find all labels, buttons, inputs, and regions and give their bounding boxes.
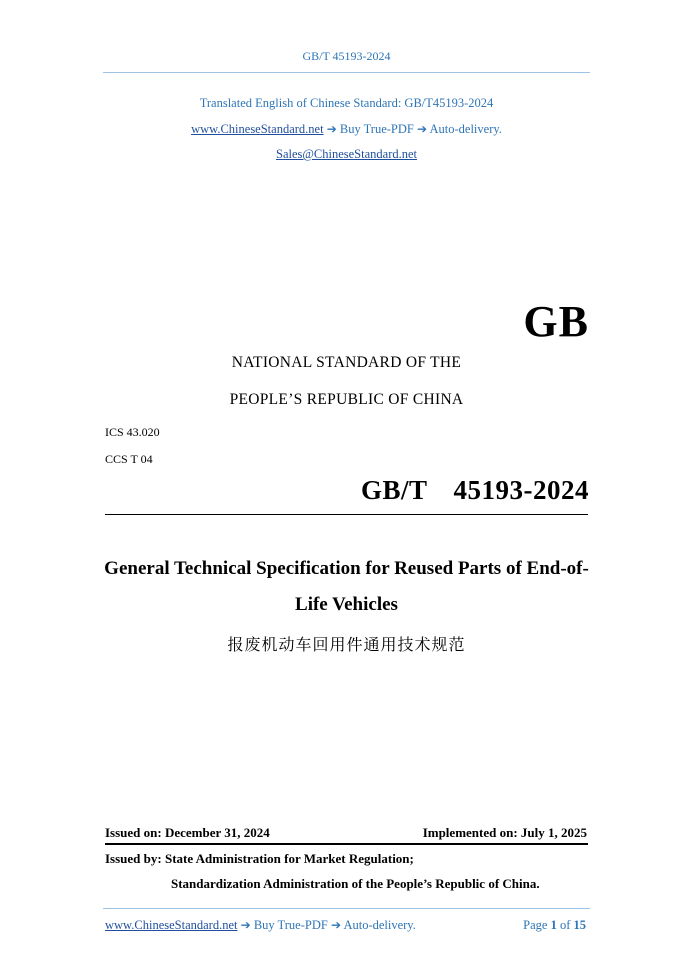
running-header: GB/T 45193-2024 <box>302 49 391 63</box>
header-divider <box>103 72 590 73</box>
footer-buy-pdf-text: Buy True-PDF <box>253 918 328 932</box>
footer-auto-delivery-text: Auto-delivery. <box>343 918 416 932</box>
email-line <box>0 147 693 162</box>
purchase-line <box>0 122 693 137</box>
page-label: Page <box>523 918 548 932</box>
arrow-right-icon: ➔ <box>417 122 428 136</box>
page-indicator <box>523 918 586 933</box>
issuer-line2: Standardization Administration of the People’s Republic of China. <box>171 876 540 891</box>
issuer-line1: Issued by: State Administration for Market Regulation; <box>105 851 414 866</box>
gb-logo: GB <box>523 297 589 346</box>
auto-delivery-text: Auto-delivery. <box>429 122 502 136</box>
ccs-code: CCS T 04 <box>105 452 153 466</box>
page-total: 15 <box>573 918 586 932</box>
arrow-right-icon: ➔ <box>326 122 337 136</box>
translation-notice: Translated English of Chinese Standard: GB/T45193-2024 <box>199 96 494 110</box>
footer-purchase-line <box>105 918 416 933</box>
footer-divider <box>103 908 590 909</box>
national-standard-line2: PEOPLE’S REPUBLIC OF CHINA <box>229 391 464 408</box>
dates-divider <box>105 843 588 845</box>
page-number: 1 <box>550 918 557 932</box>
standard-code <box>361 475 589 506</box>
title-line1: General Technical Specification for Reused Parts of End-of- <box>104 558 589 579</box>
footer-site-link[interactable]: www.ChineseStandard.net <box>105 918 238 932</box>
code-divider <box>105 514 588 515</box>
buy-pdf-text: Buy True-PDF <box>339 122 414 136</box>
chinese-title: 报废机动车回用件通用技术规范 <box>227 635 466 654</box>
ics-code: ICS 43.020 <box>105 425 160 439</box>
issued-on-date: Issued on: December 31, 2024 <box>105 825 270 840</box>
site-link[interactable]: www.ChineseStandard.net <box>191 122 324 136</box>
national-standard-line1: NATIONAL STANDARD OF THE <box>231 354 462 371</box>
title-line2: Life Vehicles <box>295 594 398 615</box>
standard-code-text: GB/T 45193-2024 <box>360 475 589 505</box>
implemented-on-date: Implemented on: July 1, 2025 <box>422 825 587 840</box>
arrow-right-icon: ➔ <box>240 918 251 932</box>
of-label: of <box>559 918 571 932</box>
arrow-right-icon: ➔ <box>330 918 341 932</box>
sales-email-link[interactable]: Sales@ChineseStandard.net <box>276 147 417 161</box>
